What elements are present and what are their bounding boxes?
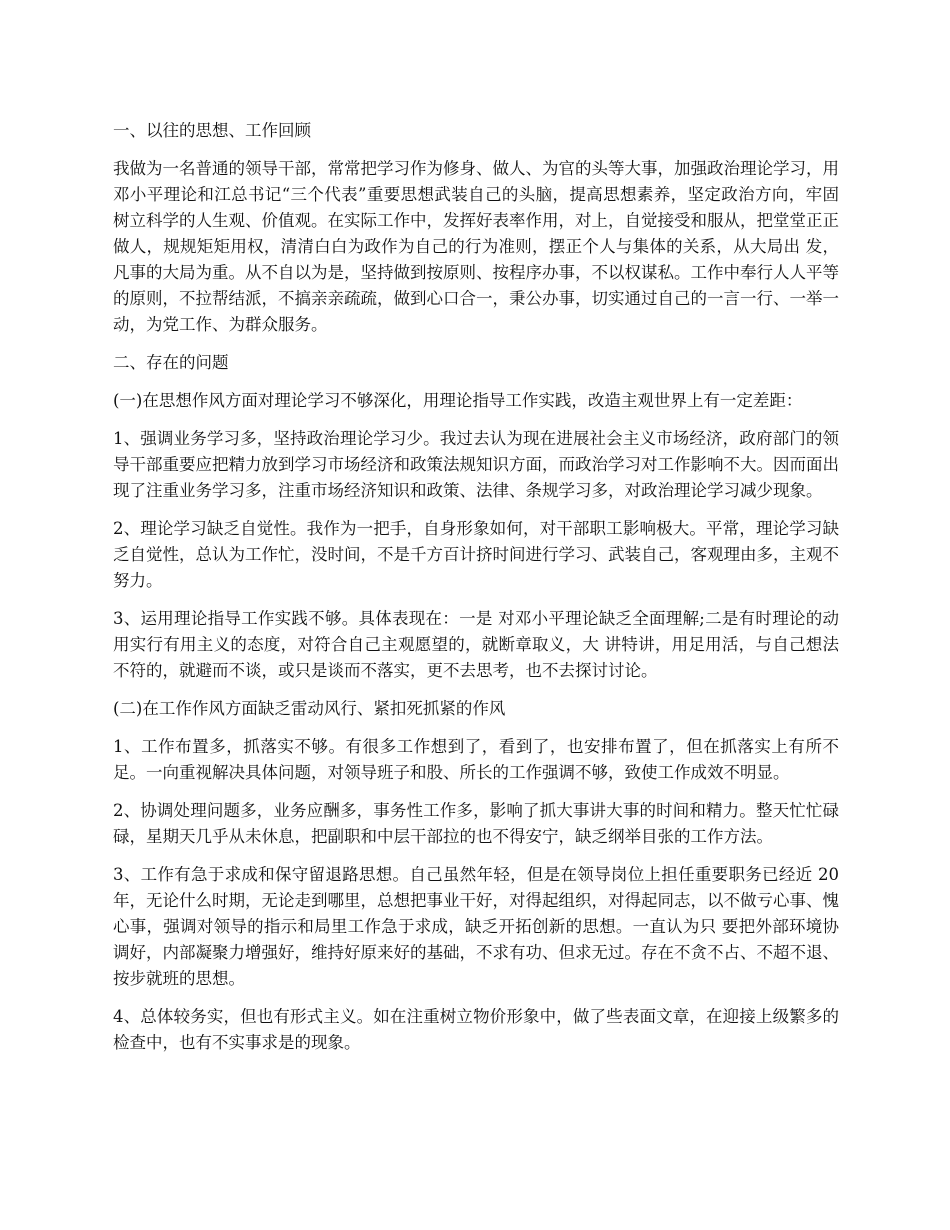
paragraph-work-item-1: 1、工作布置多，抓落实不够。有很多工作想到了，看到了，也安排布置了，但在抓落实上有所不足。一向重视解决具体问题，对领导班子和股、所长的工作强调不够，致使工作成效不明显。	[113, 737, 839, 782]
paragraph-item-3: 3、运用理论指导工作实践不够。具体表现在：一是 对邓小平理论缺乏全面理解;二是有时理论的动用实行有用主义的态度，对符合自己主观愿望的，就断章取义，大 讲特讲，用足用活，与自己想法不符的，就避而不谈，或只是谈而不落实，更不去思考，也不去探讨讨论。	[113, 609, 839, 680]
paragraph-review-body: 我做为一名普通的领导干部，常常把学习作为修身、做人、为官的头等大事，加强政治理论学习，用邓小平理论和江总书记“三个代表”重要思想武装自己的头脑，提高思想素养，坚定政治方向，牢固树立科学的人生观、价值观。在实际工作中，发挥好表率作用，对上，自觉接受和服从，把堂堂正正做人，规规矩矩用权，清清白白为政作为自己的行为准则，摆正个人与集体的关系，从大局出 发，凡事的大局为重。从不自以为是，坚持做到按原则、按程序办事，不以权谋私。工作中奉行人人平等的原则，不拉帮结派，不搞亲亲疏疏，做到心口合一，秉公办事，切实通过自己的一言一行、一举一动，为党工作、为群众服务。	[113, 159, 839, 334]
paragraph-item-1: 1、强调业务学习多，坚持政治理论学习少。我过去认为现在进展社会主义市场经济，政府部门的领导干部重要应把精力放到学习市场经济和政策法规知识方面，而政治学习对工作影响不大。因而面出现了注重业务学习多，注重市场经济知识和政策、法律、条规学习多，对政治理论学习减少现象。	[113, 429, 839, 500]
document-page	[113, 118, 839, 1068]
subheading-work-style: (二)在工作作风方面缺乏雷动风行、紧扣死抓紧的作风	[113, 699, 506, 718]
section-heading-review: 一、以往的思想、工作回顾	[113, 121, 311, 140]
paragraph-work-item-2: 2、协调处理问题多，业务应酬多，事务性工作多，影响了抓大事讲大事的时间和精力。整天忙忙碌碌，星期天几乎从未休息，把副职和中层干部拉的也不得安宁，缺乏纲举目张的工作方法。	[113, 801, 839, 846]
paragraph-item-2: 2、理论学习缺乏自觉性。我作为一把手，自身形象如何，对干部职工影响极大。平常，理论学习缺乏自觉性，总认为工作忙，没时间，不是千方百计挤时间进行学习、武装自己，客观理由多，主观不努力。	[113, 519, 839, 590]
paragraph-work-item-4: 4、总体较务实，但也有形式主义。如在注重树立物价形象中，做了些表面文章，在迎接上级繁多的检查中，也有不实事求是的现象。	[113, 1007, 839, 1052]
subheading-thought-style: (一)在思想作风方面对理论学习不够深化，用理论指导工作实践，改造主观世界上有一定差距：	[113, 391, 803, 410]
paragraph-work-item-3: 3、工作有急于求成和保守留退路思想。自己虽然年轻，但是在领导岗位上担任重要职务已经近 20 年，无论什么时期，无论走到哪里，总想把事业干好，对得起组织，对得起同志，以不做亏心事、愧心事，强调对领导的指示和局里工作急于求成，缺乏开拓创新的思想。一直认为只 要把外部环境协调好，内部凝聚力增强好，维持好原来好的基础，不求有功、但求无过。存在不贪不占、不超不退、按步就班的思想。	[113, 865, 839, 988]
section-heading-problems: 二、存在的问题	[113, 353, 229, 372]
